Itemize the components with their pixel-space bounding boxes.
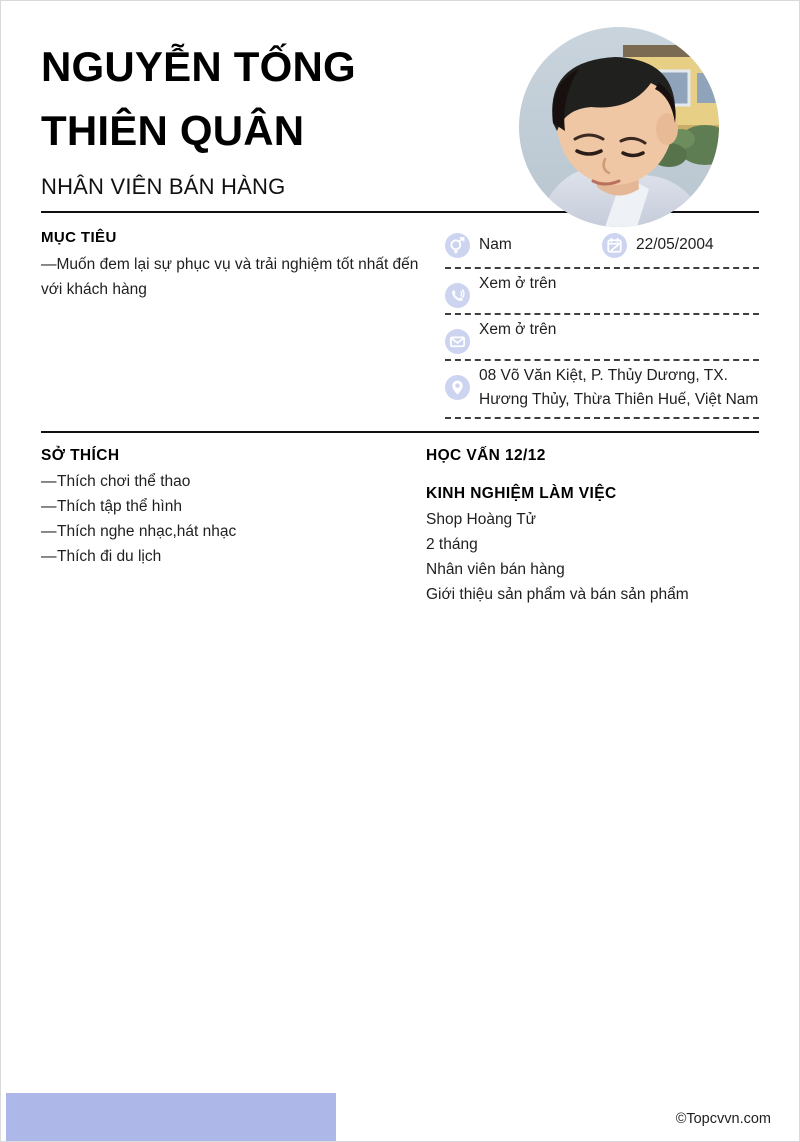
contact-email — [445, 318, 759, 354]
hobbies-heading: SỞ THÍCH — [41, 447, 120, 465]
footer-credit: ©Topcvvn.com — [675, 1111, 771, 1127]
hobby-dash: — — [41, 473, 57, 491]
contact-gender-value: Nam — [479, 235, 512, 253]
hobby-item — [41, 519, 421, 544]
hobby-item — [41, 469, 421, 494]
contact-section — [433, 213, 759, 419]
hobby-text: Thích đi du lịch — [57, 548, 162, 566]
contact-address-value: 08 Võ Văn Kiệt, P. Thủy Dương, TX. Hương Thủy, Thừa Thiên Huế, Việt Nam — [479, 367, 759, 409]
hobby-item — [41, 494, 421, 519]
contact-row-phone — [445, 269, 759, 315]
hobby-dash: — — [41, 523, 57, 541]
contact-birthday — [602, 233, 759, 258]
objective-contact-band — [1, 213, 799, 419]
contact-phone — [445, 272, 759, 308]
candidate-name-line-1: NGUYỄN TỐNG — [41, 43, 356, 90]
candidate-name-line-2: THIÊN QUÂN — [41, 106, 305, 154]
portrait-photo-icon — [519, 27, 719, 227]
footer-color-block — [6, 1093, 336, 1141]
contact-row-address — [445, 361, 759, 419]
hobby-item — [41, 544, 421, 569]
experience-duration: 2 tháng — [426, 536, 478, 554]
contact-birthday-value: 22/05/2004 — [636, 235, 714, 253]
gender-icon — [445, 233, 470, 258]
experience-company: Shop Hoàng Tử — [426, 511, 537, 529]
contact-gender — [445, 233, 602, 258]
education-experience-column — [421, 447, 759, 607]
experience-heading: KINH NGHIỆM LÀM VIỆC — [426, 485, 617, 503]
location-pin-icon — [445, 375, 470, 400]
experience-role: Nhân viên bán hàng — [426, 561, 565, 579]
contact-row-gender-birthday — [445, 225, 759, 269]
contact-phone-value: Xem ở trên — [479, 275, 557, 292]
contact-row-email — [445, 315, 759, 361]
envelope-icon — [445, 329, 470, 354]
hobby-text: Thích tập thể hình — [57, 498, 182, 516]
lower-band — [1, 433, 799, 607]
objective-dash: — — [41, 256, 57, 273]
contact-address — [445, 364, 759, 412]
calendar-icon — [602, 233, 627, 258]
cv-header — [1, 1, 799, 211]
hobbies-section — [41, 447, 421, 607]
hobby-text: Thích nghe nhạc,hát nhạc — [57, 523, 237, 541]
objective-heading: MỤC TIÊU — [41, 229, 117, 246]
header-text-block — [41, 35, 501, 201]
experience-description: Giới thiệu sản phẩm và bán sản phẩm — [426, 586, 689, 604]
contact-email-value: Xem ở trên — [479, 321, 557, 338]
phone-icon — [445, 283, 470, 308]
objective-body — [41, 252, 419, 302]
cv-footer — [1, 1085, 799, 1141]
objective-section — [41, 213, 433, 419]
hobby-dash: — — [41, 498, 57, 516]
education-heading: HỌC VẤN 12/12 — [426, 447, 546, 465]
hobby-dash: — — [41, 548, 57, 566]
objective-text: Muốn đem lại sự phục vụ và trải nghiệm tốt nhất đến với khách hàng — [41, 256, 419, 299]
candidate-job-title: NHÂN VIÊN BÁN HÀNG — [41, 173, 286, 199]
section-spacer — [426, 469, 759, 485]
hobby-text: Thích chơi thể thao — [57, 473, 191, 491]
avatar — [519, 27, 719, 227]
